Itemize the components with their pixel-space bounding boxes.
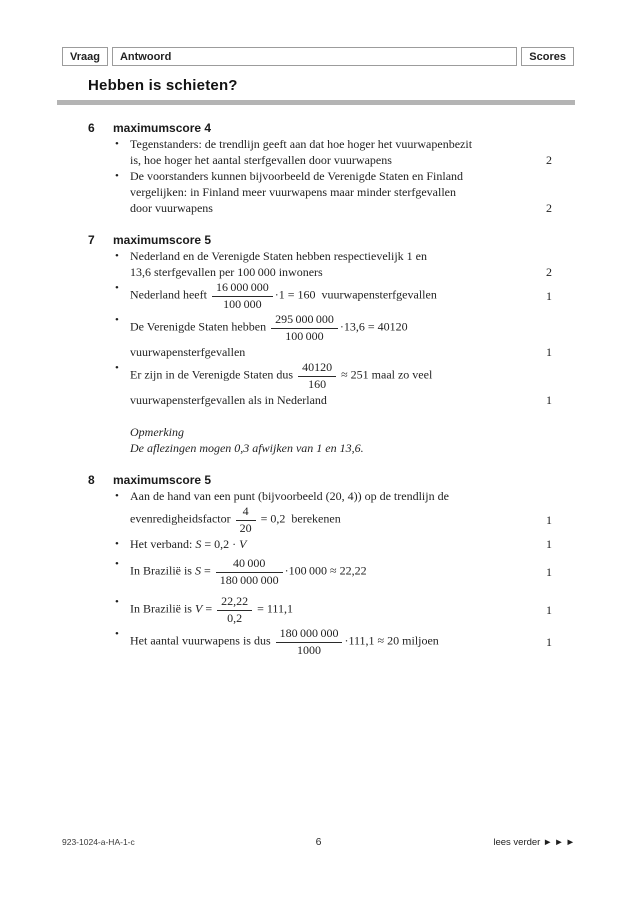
- fraction-numerator: 180 000 000: [276, 627, 343, 642]
- answer-line: [130, 392, 574, 408]
- answer-bullet: [115, 312, 574, 360]
- answer-text: = 111,1: [254, 601, 293, 616]
- answer-bullet: [115, 556, 574, 588]
- bullet-icon: •: [115, 628, 119, 640]
- score-value: 1: [546, 289, 552, 303]
- math-variable: V: [239, 537, 247, 551]
- answer-line: [130, 536, 574, 552]
- answer-text: ·111,1 ≈ 20 miljoen: [344, 633, 439, 648]
- answer-text: In Brazilië is: [130, 601, 195, 616]
- page-footer: [62, 836, 575, 848]
- math-variable: V: [194, 601, 203, 616]
- fraction-denominator: 160: [308, 376, 327, 391]
- answer-line: [130, 184, 574, 200]
- answer-line: [130, 312, 574, 344]
- fraction-numerator: 40 000: [216, 557, 283, 572]
- score-value: 1: [546, 635, 552, 649]
- question-number: 6: [88, 121, 95, 135]
- answer-bullet: [115, 248, 574, 280]
- fraction: [236, 505, 256, 535]
- remark-block: [130, 424, 574, 456]
- answer-line: [130, 200, 574, 216]
- answer-text: ·1 = 160 vuurwapensterfgevallen: [274, 287, 437, 302]
- fraction-denominator: 0,2: [227, 610, 243, 625]
- answer-text: In Brazilië is: [130, 563, 195, 578]
- score-value: 2: [546, 201, 552, 215]
- fraction-denominator: 100 000: [285, 328, 324, 343]
- answer-bullet: [115, 536, 574, 552]
- question-number: 7: [88, 233, 95, 247]
- fraction-denominator: 20: [239, 520, 252, 535]
- answer-bullet: [115, 360, 574, 408]
- answers-content: [62, 120, 574, 658]
- fraction-numerator: 16 000 000: [212, 281, 273, 296]
- fraction-numerator: 22,22: [217, 595, 252, 610]
- maximumscore-heading: maximumscore 5: [113, 473, 212, 487]
- answer-text: vuurwapensterfgevallen als in Nederland: [130, 393, 327, 407]
- continue-indicator: lees verder ► ► ►: [493, 837, 575, 848]
- answer-bullet: [115, 626, 574, 658]
- bullet-icon: •: [115, 250, 119, 262]
- answer-text: [130, 505, 524, 535]
- fraction: [217, 595, 252, 625]
- maximumscore-heading: maximumscore 5: [113, 233, 212, 247]
- answer-text: Het aantal vuurwapens is dus: [130, 633, 274, 648]
- answer-text: [130, 361, 574, 391]
- answer-line: [130, 556, 574, 588]
- fraction: [271, 313, 338, 343]
- fraction: [298, 361, 336, 391]
- answer-text: vuurwapensterfgevallen: [130, 345, 246, 359]
- answer-line: [130, 280, 574, 312]
- document-code: 923-1024-a-HA-1-c: [62, 837, 135, 847]
- score-value: 2: [546, 153, 552, 167]
- answer-text: Tegenstanders: de trendlijn geeft aan dat hoe hoger het vuurwapenbezit: [130, 137, 473, 151]
- question-8: [62, 472, 574, 658]
- answer-line: [130, 344, 574, 360]
- table-header-row: [62, 47, 574, 66]
- answer-text: [130, 313, 574, 343]
- answer-text: Nederland heeft: [130, 287, 210, 302]
- answer-line: [130, 594, 574, 626]
- answer-bullet: [115, 594, 574, 626]
- header-cell-scores: Scores: [521, 47, 574, 66]
- score-value: 1: [546, 513, 552, 527]
- answer-line: [130, 626, 574, 658]
- fraction-denominator: 100 000: [223, 296, 262, 311]
- bullet-icon: •: [115, 558, 119, 570]
- fraction: [276, 627, 343, 657]
- answer-text: 13,6 sterfgevallen per 100 000 inwoners: [130, 265, 323, 279]
- score-value: 1: [546, 393, 552, 407]
- answer-text: ·100 000 ≈ 22,22: [284, 563, 367, 578]
- score-value: 1: [546, 537, 552, 551]
- bullet-icon: •: [115, 596, 119, 608]
- answer-text: evenredigheidsfactor: [130, 511, 234, 526]
- fraction: [216, 557, 283, 587]
- score-value: 1: [546, 565, 552, 579]
- math-variable: S: [194, 563, 201, 578]
- answer-text: vergelijken: in Finland meer vuurwapens maar minder sterfgevallen: [130, 185, 457, 199]
- answer-text: door vuurwapens: [130, 201, 213, 215]
- fraction-numerator: 295 000 000: [271, 313, 338, 328]
- answer-bullet: [115, 168, 574, 216]
- fraction-denominator: 180 000 000: [219, 572, 279, 587]
- maximumscore-heading: maximumscore 4: [113, 121, 212, 135]
- answer-text: ≈ 251 maal zo veel: [338, 367, 433, 382]
- answer-text: [130, 281, 524, 311]
- answer-line: [130, 248, 574, 264]
- question-7: [62, 232, 574, 456]
- answer-bullet: [115, 488, 574, 536]
- score-value: 2: [546, 265, 552, 279]
- page-title: Hebben is schieten?: [88, 77, 238, 94]
- fraction-denominator: 1000: [297, 642, 322, 657]
- bullet-icon: •: [115, 170, 119, 182]
- answer-text: =: [200, 563, 214, 578]
- answer-text: Het verband:: [130, 537, 196, 551]
- remark-text: De aflezingen mogen 0,3 afwijken van 1 en 13,6.: [130, 441, 364, 455]
- page-number: 6: [315, 836, 322, 848]
- remark-title: Opmerking: [130, 425, 184, 439]
- answer-line: [130, 136, 574, 152]
- answer-line: [130, 504, 574, 536]
- answer-line: [130, 264, 574, 280]
- bullet-icon: •: [115, 314, 119, 326]
- answer-line: [130, 488, 574, 504]
- answer-text: De Verenigde Staten hebben: [130, 319, 270, 334]
- score-value: 1: [546, 603, 552, 617]
- answer-text: [130, 595, 524, 625]
- answer-text: [130, 557, 524, 587]
- answer-text: Aan de hand van een punt (bijvoorbeeld (20, 4)) op de trendlijn de: [130, 489, 449, 503]
- header-cell-vraag: Vraag: [62, 47, 108, 66]
- answer-line: [130, 152, 574, 168]
- fraction-numerator: 40120: [298, 361, 336, 376]
- answer-text: = 0,2 berekenen: [257, 511, 341, 526]
- section-divider: [57, 100, 575, 105]
- answer-text: [130, 627, 524, 657]
- header-cell-antwoord: Antwoord: [112, 47, 517, 66]
- math-variable: S: [195, 537, 202, 551]
- answer-text: Nederland en de Verenigde Staten hebben respectievelijk 1 en: [130, 249, 427, 263]
- answer-bullet: [115, 280, 574, 312]
- answer-text: [130, 536, 524, 552]
- answer-text: De voorstanders kunnen bijvoorbeeld de Verenigde Staten en Finland: [130, 169, 464, 183]
- answer-text: ·13,6 = 40120: [339, 319, 408, 334]
- answer-text: =: [202, 601, 216, 616]
- question-6: [62, 120, 574, 216]
- answer-text: is, hoe hoger het aantal sterfgevallen door vuurwapens: [130, 153, 392, 167]
- fraction: [212, 281, 273, 311]
- answer-line: [130, 168, 574, 184]
- bullet-icon: •: [115, 490, 119, 502]
- answer-text: = 0,2 ·: [201, 537, 240, 551]
- question-number: 8: [88, 473, 95, 487]
- bullet-icon: •: [115, 362, 119, 374]
- bullet-icon: •: [115, 538, 119, 550]
- answer-bullet: [115, 136, 574, 168]
- score-value: 1: [546, 345, 552, 359]
- bullet-icon: •: [115, 138, 119, 150]
- answer-line: [130, 360, 574, 392]
- bullet-icon: •: [115, 282, 119, 294]
- answer-text: Er zijn in de Verenigde Staten dus: [130, 367, 297, 382]
- fraction-numerator: 4: [236, 505, 256, 520]
